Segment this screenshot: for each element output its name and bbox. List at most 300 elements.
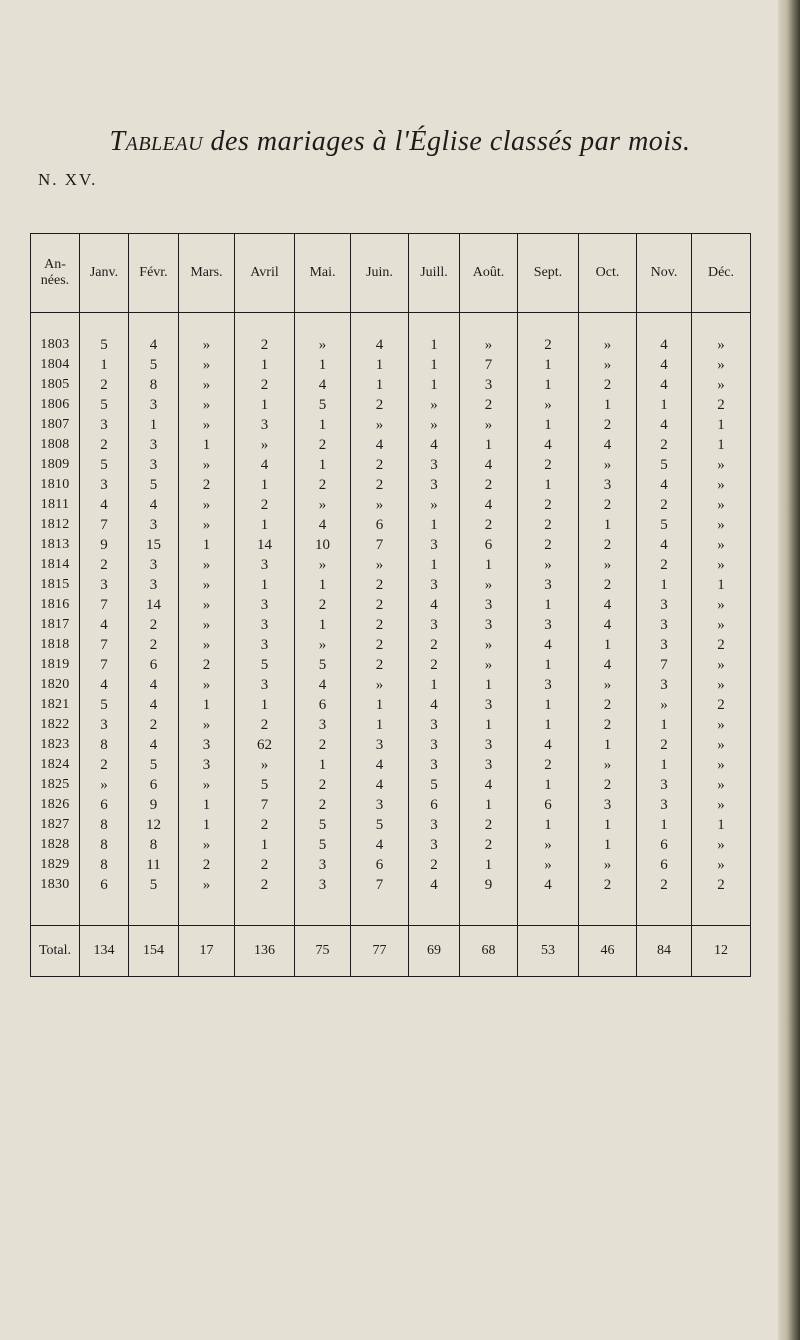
spacer-cell bbox=[351, 313, 409, 336]
count-cell: 4 bbox=[235, 455, 295, 475]
count-cell: 1 bbox=[518, 815, 579, 835]
year-cell: 1813 bbox=[31, 535, 80, 555]
count-cell: 6 bbox=[637, 855, 692, 875]
count-cell: » bbox=[409, 415, 460, 435]
count-cell: 2 bbox=[692, 395, 751, 415]
spacer-cell bbox=[179, 895, 235, 926]
count-cell: 2 bbox=[579, 695, 637, 715]
count-cell: 4 bbox=[518, 435, 579, 455]
count-cell: » bbox=[179, 455, 235, 475]
count-cell: 8 bbox=[80, 855, 129, 875]
table-row bbox=[31, 775, 751, 795]
count-cell: 1 bbox=[692, 815, 751, 835]
count-cell: 4 bbox=[579, 595, 637, 615]
year-cell: 1825 bbox=[31, 775, 80, 795]
count-cell: » bbox=[409, 495, 460, 515]
spacer-cell bbox=[31, 895, 80, 926]
count-cell: 5 bbox=[351, 815, 409, 835]
count-cell: 6 bbox=[637, 835, 692, 855]
spacer-cell bbox=[409, 895, 460, 926]
column-header: Févr. bbox=[129, 234, 179, 313]
count-cell: » bbox=[692, 475, 751, 495]
page-edge-shadow bbox=[778, 0, 800, 1340]
count-cell: 2 bbox=[351, 595, 409, 615]
count-cell: 9 bbox=[460, 875, 518, 895]
table-row bbox=[31, 395, 751, 415]
total-cell: 17 bbox=[179, 926, 235, 977]
count-cell: » bbox=[351, 415, 409, 435]
count-cell: » bbox=[518, 555, 579, 575]
count-cell: 3 bbox=[295, 855, 351, 875]
table-row bbox=[31, 375, 751, 395]
count-cell: 4 bbox=[579, 615, 637, 635]
count-cell: 14 bbox=[235, 535, 295, 555]
year-cell: 1822 bbox=[31, 715, 80, 735]
total-cell: 69 bbox=[409, 926, 460, 977]
spacer-cell bbox=[460, 313, 518, 336]
count-cell: 2 bbox=[80, 375, 129, 395]
spacer-cell bbox=[31, 313, 80, 336]
count-cell: » bbox=[579, 355, 637, 375]
spacer-cell bbox=[692, 313, 751, 336]
year-cell: 1815 bbox=[31, 575, 80, 595]
count-cell: 1 bbox=[235, 475, 295, 495]
count-cell: 1 bbox=[179, 435, 235, 455]
count-cell: 2 bbox=[460, 475, 518, 495]
count-cell: » bbox=[692, 795, 751, 815]
count-cell: 2 bbox=[460, 395, 518, 415]
title-tableau: Tableau bbox=[109, 126, 204, 157]
count-cell: 2 bbox=[409, 635, 460, 655]
count-cell: 2 bbox=[351, 575, 409, 595]
count-cell: 1 bbox=[295, 415, 351, 435]
count-cell: 2 bbox=[637, 495, 692, 515]
count-cell: 4 bbox=[460, 455, 518, 475]
count-cell: 1 bbox=[637, 715, 692, 735]
count-cell: » bbox=[80, 775, 129, 795]
count-cell: 4 bbox=[518, 735, 579, 755]
count-cell: 2 bbox=[637, 875, 692, 895]
count-cell: » bbox=[692, 775, 751, 795]
spacer-cell bbox=[518, 895, 579, 926]
count-cell: » bbox=[351, 555, 409, 575]
count-cell: 1 bbox=[235, 355, 295, 375]
count-cell: » bbox=[692, 735, 751, 755]
count-cell: 1 bbox=[409, 335, 460, 355]
column-header: Avril bbox=[235, 234, 295, 313]
count-cell: 1 bbox=[692, 435, 751, 455]
count-cell: 1 bbox=[579, 835, 637, 855]
count-cell: » bbox=[179, 375, 235, 395]
count-cell: 2 bbox=[235, 875, 295, 895]
count-cell: » bbox=[295, 555, 351, 575]
count-cell: » bbox=[579, 755, 637, 775]
count-cell: 2 bbox=[235, 855, 295, 875]
spacer-cell bbox=[179, 313, 235, 336]
spacer-row bbox=[31, 313, 751, 336]
column-header: Oct. bbox=[579, 234, 637, 313]
count-cell: 1 bbox=[637, 575, 692, 595]
count-cell: » bbox=[692, 855, 751, 875]
count-cell: 2 bbox=[692, 875, 751, 895]
table-row bbox=[31, 355, 751, 375]
total-cell: 46 bbox=[579, 926, 637, 977]
spacer-cell bbox=[295, 895, 351, 926]
count-cell: 7 bbox=[235, 795, 295, 815]
year-cell: 1818 bbox=[31, 635, 80, 655]
count-cell: 2 bbox=[579, 575, 637, 595]
year-cell: 1816 bbox=[31, 595, 80, 615]
count-cell: 3 bbox=[129, 395, 179, 415]
count-cell: 6 bbox=[460, 535, 518, 555]
count-cell: 1 bbox=[235, 395, 295, 415]
count-cell: » bbox=[692, 375, 751, 395]
count-cell: 3 bbox=[235, 635, 295, 655]
count-cell: » bbox=[692, 715, 751, 735]
count-cell: 4 bbox=[637, 415, 692, 435]
spacer-cell bbox=[579, 895, 637, 926]
count-cell: 2 bbox=[518, 515, 579, 535]
count-cell: » bbox=[179, 355, 235, 375]
year-cell: 1823 bbox=[31, 735, 80, 755]
count-cell: 1 bbox=[460, 675, 518, 695]
count-cell: 3 bbox=[460, 755, 518, 775]
year-cell: 1810 bbox=[31, 475, 80, 495]
spacer-cell bbox=[351, 895, 409, 926]
count-cell: 3 bbox=[637, 775, 692, 795]
count-cell: 4 bbox=[129, 335, 179, 355]
count-cell: 2 bbox=[351, 635, 409, 655]
spacer-cell bbox=[295, 313, 351, 336]
title-rest: des mariages à l'Église classés par mois. bbox=[203, 126, 691, 157]
count-cell: 1 bbox=[351, 715, 409, 735]
count-cell: 1 bbox=[80, 355, 129, 375]
count-cell: 3 bbox=[179, 735, 235, 755]
count-cell: 3 bbox=[409, 755, 460, 775]
count-cell: » bbox=[179, 595, 235, 615]
count-cell: » bbox=[179, 555, 235, 575]
table-row bbox=[31, 835, 751, 855]
count-cell: 3 bbox=[409, 735, 460, 755]
count-cell: » bbox=[692, 535, 751, 555]
count-cell: 7 bbox=[80, 635, 129, 655]
count-cell: 5 bbox=[637, 455, 692, 475]
count-cell: 2 bbox=[235, 335, 295, 355]
count-cell: 1 bbox=[179, 795, 235, 815]
count-cell: » bbox=[460, 415, 518, 435]
year-cell: 1820 bbox=[31, 675, 80, 695]
year-cell: 1804 bbox=[31, 355, 80, 375]
count-cell: 4 bbox=[579, 655, 637, 675]
count-cell: 2 bbox=[692, 635, 751, 655]
count-cell: 6 bbox=[129, 775, 179, 795]
count-cell: 1 bbox=[295, 455, 351, 475]
count-cell: 1 bbox=[518, 775, 579, 795]
count-cell: » bbox=[692, 355, 751, 375]
spacer-cell bbox=[80, 313, 129, 336]
count-cell: 2 bbox=[80, 435, 129, 455]
count-cell: 2 bbox=[579, 775, 637, 795]
count-cell: 5 bbox=[295, 395, 351, 415]
table-row bbox=[31, 615, 751, 635]
count-cell: 5 bbox=[129, 875, 179, 895]
count-cell: 1 bbox=[409, 675, 460, 695]
page-title bbox=[0, 126, 800, 158]
count-cell: 8 bbox=[129, 835, 179, 855]
count-cell: 6 bbox=[295, 695, 351, 715]
year-cell: 1826 bbox=[31, 795, 80, 815]
count-cell: 1 bbox=[460, 855, 518, 875]
total-cell: 77 bbox=[351, 926, 409, 977]
count-cell: 4 bbox=[637, 355, 692, 375]
count-cell: 2 bbox=[179, 475, 235, 495]
count-cell: 6 bbox=[518, 795, 579, 815]
count-cell: 3 bbox=[518, 675, 579, 695]
count-cell: 2 bbox=[295, 475, 351, 495]
total-cell: 136 bbox=[235, 926, 295, 977]
total-cell: 53 bbox=[518, 926, 579, 977]
count-cell: 3 bbox=[129, 435, 179, 455]
count-cell: 1 bbox=[409, 355, 460, 375]
count-cell: 4 bbox=[637, 335, 692, 355]
count-cell: 9 bbox=[129, 795, 179, 815]
total-label: Total. bbox=[31, 926, 80, 977]
count-cell: 3 bbox=[80, 575, 129, 595]
count-cell: 1 bbox=[179, 535, 235, 555]
count-cell: 5 bbox=[295, 655, 351, 675]
count-cell: 3 bbox=[460, 735, 518, 755]
count-cell: 5 bbox=[80, 335, 129, 355]
count-cell: 1 bbox=[518, 415, 579, 435]
table-row bbox=[31, 555, 751, 575]
spacer-cell bbox=[518, 313, 579, 336]
column-header: Déc. bbox=[692, 234, 751, 313]
count-cell: » bbox=[692, 655, 751, 675]
table-row bbox=[31, 715, 751, 735]
count-cell: 2 bbox=[351, 455, 409, 475]
count-cell: » bbox=[235, 755, 295, 775]
count-cell: 1 bbox=[351, 375, 409, 395]
year-cell: 1805 bbox=[31, 375, 80, 395]
count-cell: 2 bbox=[579, 535, 637, 555]
table-row bbox=[31, 815, 751, 835]
count-cell: 1 bbox=[351, 695, 409, 715]
count-cell: 8 bbox=[80, 815, 129, 835]
count-cell: 2 bbox=[295, 775, 351, 795]
total-cell: 134 bbox=[80, 926, 129, 977]
count-cell: 1 bbox=[579, 815, 637, 835]
count-cell: 7 bbox=[80, 655, 129, 675]
count-cell: » bbox=[235, 435, 295, 455]
count-cell: 5 bbox=[80, 455, 129, 475]
count-cell: 2 bbox=[518, 535, 579, 555]
count-cell: 2 bbox=[295, 435, 351, 455]
count-cell: 4 bbox=[295, 515, 351, 535]
table-row bbox=[31, 655, 751, 675]
column-header: Mai. bbox=[295, 234, 351, 313]
count-cell: 1 bbox=[460, 555, 518, 575]
count-cell: » bbox=[179, 615, 235, 635]
count-cell: 5 bbox=[637, 515, 692, 535]
count-cell: 4 bbox=[129, 735, 179, 755]
count-cell: 2 bbox=[637, 555, 692, 575]
count-cell: » bbox=[579, 335, 637, 355]
count-cell: 2 bbox=[129, 635, 179, 655]
count-cell: 6 bbox=[129, 655, 179, 675]
count-cell: 1 bbox=[518, 655, 579, 675]
count-cell: » bbox=[692, 595, 751, 615]
count-cell: » bbox=[179, 835, 235, 855]
column-header: Nov. bbox=[637, 234, 692, 313]
count-cell: 4 bbox=[460, 775, 518, 795]
count-cell: » bbox=[579, 555, 637, 575]
table-row bbox=[31, 795, 751, 815]
count-cell: 2 bbox=[351, 615, 409, 635]
year-cell: 1814 bbox=[31, 555, 80, 575]
table-row bbox=[31, 455, 751, 475]
count-cell: 4 bbox=[637, 375, 692, 395]
count-cell: 3 bbox=[637, 675, 692, 695]
count-cell: 3 bbox=[295, 875, 351, 895]
count-cell: 1 bbox=[637, 815, 692, 835]
count-cell: » bbox=[179, 495, 235, 515]
total-cell: 68 bbox=[460, 926, 518, 977]
count-cell: 1 bbox=[579, 635, 637, 655]
count-cell: 3 bbox=[637, 615, 692, 635]
count-cell: 15 bbox=[129, 535, 179, 555]
count-cell: » bbox=[179, 395, 235, 415]
count-cell: 7 bbox=[351, 535, 409, 555]
count-cell: 2 bbox=[460, 515, 518, 535]
count-cell: » bbox=[692, 835, 751, 855]
count-cell: 4 bbox=[80, 675, 129, 695]
count-cell: » bbox=[179, 335, 235, 355]
year-cell: 1812 bbox=[31, 515, 80, 535]
table-row bbox=[31, 415, 751, 435]
count-cell: 11 bbox=[129, 855, 179, 875]
count-cell: 2 bbox=[80, 555, 129, 575]
count-cell: 4 bbox=[129, 495, 179, 515]
count-cell: » bbox=[579, 855, 637, 875]
year-cell: 1806 bbox=[31, 395, 80, 415]
count-cell: 4 bbox=[295, 675, 351, 695]
count-cell: 2 bbox=[518, 455, 579, 475]
count-cell: 1 bbox=[351, 355, 409, 375]
table-row bbox=[31, 475, 751, 495]
count-cell: 3 bbox=[129, 455, 179, 475]
count-cell: 3 bbox=[80, 475, 129, 495]
count-cell: 14 bbox=[129, 595, 179, 615]
table-row bbox=[31, 335, 751, 355]
table-row bbox=[31, 515, 751, 535]
column-header: Mars. bbox=[179, 234, 235, 313]
count-cell: » bbox=[179, 775, 235, 795]
column-header: Août. bbox=[460, 234, 518, 313]
count-cell: » bbox=[351, 495, 409, 515]
spacer-cell bbox=[129, 895, 179, 926]
count-cell: 9 bbox=[80, 535, 129, 555]
count-cell: 2 bbox=[351, 475, 409, 495]
marriage-table bbox=[30, 233, 751, 977]
count-cell: 5 bbox=[129, 475, 179, 495]
count-cell: 2 bbox=[579, 415, 637, 435]
count-cell: 62 bbox=[235, 735, 295, 755]
count-cell: 1 bbox=[579, 735, 637, 755]
spacer-cell bbox=[409, 313, 460, 336]
count-cell: 3 bbox=[295, 715, 351, 735]
count-cell: 3 bbox=[235, 555, 295, 575]
year-cell: 1824 bbox=[31, 755, 80, 775]
total-cell: 75 bbox=[295, 926, 351, 977]
count-cell: 2 bbox=[235, 495, 295, 515]
count-cell: 7 bbox=[460, 355, 518, 375]
count-cell: » bbox=[692, 755, 751, 775]
year-cell: 1817 bbox=[31, 615, 80, 635]
count-cell: 2 bbox=[351, 395, 409, 415]
count-cell: » bbox=[692, 335, 751, 355]
spacer-cell bbox=[579, 313, 637, 336]
count-cell: 1 bbox=[518, 375, 579, 395]
count-cell: 4 bbox=[518, 635, 579, 655]
count-cell: 3 bbox=[129, 515, 179, 535]
count-cell: » bbox=[179, 875, 235, 895]
count-cell: » bbox=[692, 495, 751, 515]
count-cell: 1 bbox=[637, 755, 692, 775]
total-cell: 154 bbox=[129, 926, 179, 977]
count-cell: 4 bbox=[409, 595, 460, 615]
count-cell: 4 bbox=[637, 475, 692, 495]
count-cell: 3 bbox=[351, 795, 409, 815]
count-cell: » bbox=[179, 635, 235, 655]
count-cell: 1 bbox=[409, 375, 460, 395]
count-cell: 3 bbox=[518, 615, 579, 635]
table-row bbox=[31, 575, 751, 595]
count-cell: 5 bbox=[235, 775, 295, 795]
spacer-cell bbox=[637, 313, 692, 336]
count-cell: 7 bbox=[80, 515, 129, 535]
count-cell: 2 bbox=[409, 655, 460, 675]
count-cell: » bbox=[579, 455, 637, 475]
count-cell: 2 bbox=[579, 875, 637, 895]
marriage-table-container bbox=[30, 233, 751, 977]
column-header: Juin. bbox=[351, 234, 409, 313]
count-cell: 2 bbox=[179, 855, 235, 875]
count-cell: 2 bbox=[409, 855, 460, 875]
total-row bbox=[31, 926, 751, 977]
count-cell: 4 bbox=[351, 435, 409, 455]
count-cell: 1 bbox=[235, 515, 295, 535]
count-cell: » bbox=[460, 655, 518, 675]
count-cell: 4 bbox=[351, 775, 409, 795]
count-cell: 3 bbox=[235, 595, 295, 615]
count-cell: 7 bbox=[351, 875, 409, 895]
count-cell: 2 bbox=[129, 615, 179, 635]
count-cell: 8 bbox=[80, 835, 129, 855]
count-cell: 2 bbox=[518, 495, 579, 515]
count-cell: » bbox=[409, 395, 460, 415]
count-cell: 2 bbox=[579, 715, 637, 735]
count-cell: 1 bbox=[235, 575, 295, 595]
count-cell: 4 bbox=[351, 835, 409, 855]
count-cell: 3 bbox=[579, 475, 637, 495]
count-cell: 1 bbox=[409, 555, 460, 575]
count-cell: » bbox=[637, 695, 692, 715]
count-cell: 3 bbox=[179, 755, 235, 775]
count-cell: 1 bbox=[579, 515, 637, 535]
count-cell: 3 bbox=[637, 635, 692, 655]
year-cell: 1807 bbox=[31, 415, 80, 435]
count-cell: » bbox=[692, 455, 751, 475]
